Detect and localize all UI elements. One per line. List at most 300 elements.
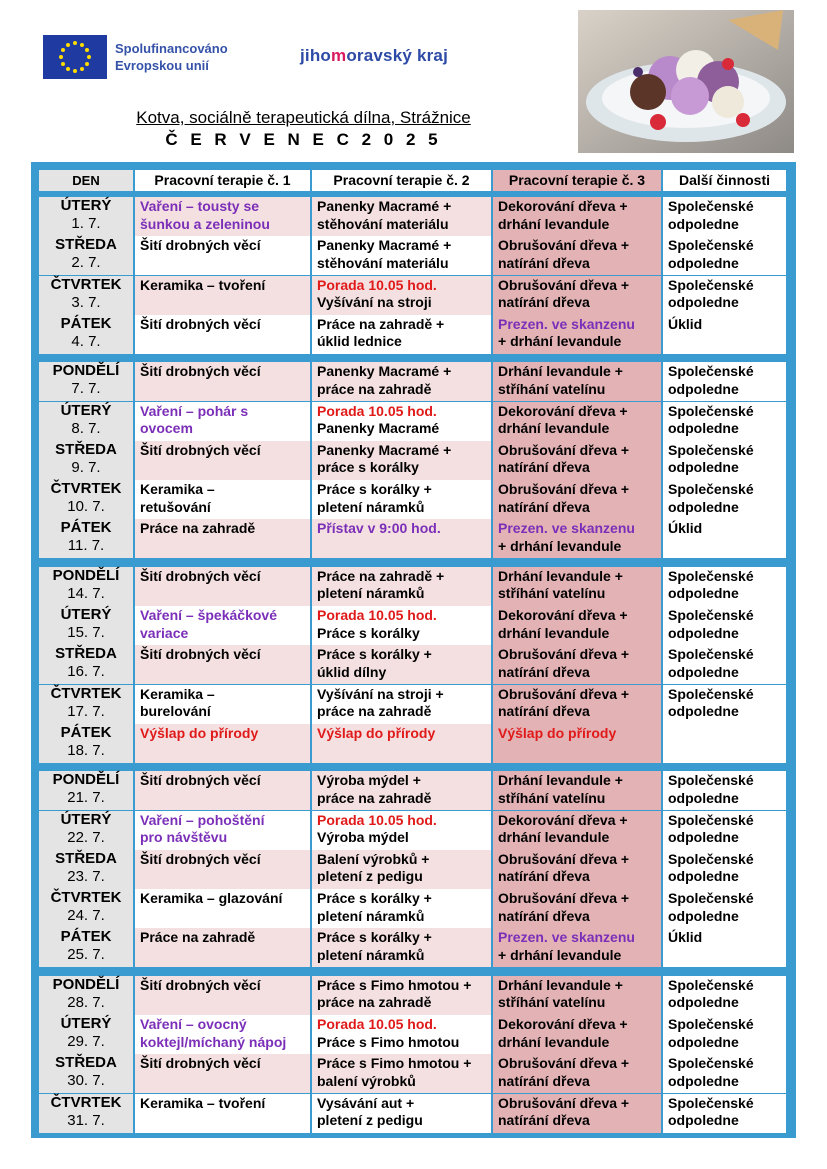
activity-line: pletení náramků (317, 946, 425, 963)
day-cell (39, 1054, 133, 1093)
activity-cell-therapy-1 (135, 567, 310, 606)
activity-line: Práce na zahradě (140, 520, 256, 537)
activity-line: Společenské (668, 402, 754, 419)
activity-line: Společenské (668, 607, 754, 623)
activity-line: drhání levandule (498, 829, 610, 845)
activity-line: Výroba mýdel (317, 829, 409, 845)
activity-cell-therapy-1 (135, 850, 310, 889)
activity-line: úklid lednice (317, 333, 402, 350)
activity-line: Práce na zahradě (140, 929, 256, 946)
activity-line: odpoledne (668, 663, 739, 680)
activity-line: natírání dřeva (498, 1072, 590, 1089)
eu-text-line-2: Evropskou unií (115, 58, 209, 73)
activity-cell-therapy-2 (312, 519, 491, 558)
activity-line: Keramika – (140, 685, 215, 702)
activity-line: Vysávání aut + (317, 1094, 415, 1111)
day-date: 18. 7. (67, 741, 105, 759)
activity-line: Šití drobných věcí (140, 646, 261, 663)
activity-cell-therapy-1 (135, 976, 310, 1015)
activity-line: Práce na zahradě + (317, 567, 445, 584)
day-date: 9. 7. (71, 458, 101, 476)
activity-cell-therapy-3 (493, 315, 661, 354)
activity-line: Společenské (668, 685, 754, 702)
day-name: PÁTEK (60, 723, 112, 741)
activity-line: Práce s Fimo hmotou + (317, 976, 472, 993)
activity-line: + drhání levandule (498, 946, 622, 963)
header-therapy-2: Pracovní terapie č. 2 (312, 170, 491, 191)
activity-line: Vaření – tousty se (140, 198, 260, 214)
activity-cell-therapy-3 (493, 889, 661, 928)
day-name: STŘEDA (55, 849, 117, 867)
header-therapy-1: Pracovní terapie č. 1 (135, 170, 310, 191)
activity-line: Přístav v 9:00 hod. (317, 520, 441, 537)
activity-line: odpoledne (668, 254, 739, 271)
activity-cell-therapy-3 (493, 1015, 661, 1054)
day-name: PONDĚLÍ (52, 362, 120, 380)
activity-cell-therapy-1 (135, 771, 310, 810)
activity-cell-therapy-2 (312, 976, 491, 1015)
header-den: DEN (39, 170, 133, 191)
activity-cell-therapy-3 (493, 724, 661, 763)
activity-line: Obrušování dřeva + (498, 276, 630, 293)
activity-cell-other (663, 362, 786, 401)
day-date: 4. 7. (71, 332, 101, 350)
activity-line: odpoledne (668, 294, 739, 311)
day-date: 31. 7. (67, 1111, 105, 1129)
activity-line: Společenské (668, 198, 754, 214)
activity-cell-therapy-1 (135, 362, 310, 401)
day-cell (39, 685, 133, 724)
activity-line: odpoledne (668, 459, 739, 476)
activity-line: Společenské (668, 646, 754, 663)
activity-cell-therapy-1 (135, 236, 310, 275)
activity-line: Šití drobných věcí (140, 441, 261, 458)
activity-line: koktejl/míchaný nápoj (140, 1033, 287, 1050)
day-cell (39, 519, 133, 558)
activity-line: Vyšívání na stroji (317, 294, 432, 311)
activity-line: drhání levandule (498, 215, 610, 232)
day-date: 24. 7. (67, 907, 105, 925)
day-name: ÚTERÝ (60, 401, 112, 419)
activity-line: Společenské (668, 441, 754, 458)
day-name: STŘEDA (55, 236, 117, 254)
activity-cell-therapy-3 (493, 362, 661, 401)
activity-line: pro návštěvu (140, 829, 228, 845)
activity-line: odpoledne (668, 1072, 739, 1089)
activity-line: Drhání levandule + (498, 363, 623, 380)
activity-cell-other (663, 197, 786, 236)
activity-line: Keramika – glazování (140, 890, 283, 907)
activity-cell-therapy-1 (135, 1094, 310, 1133)
activity-line: Obrušování dřeva + (498, 1094, 630, 1111)
activity-cell-therapy-2 (312, 724, 491, 763)
activity-cell-therapy-3 (493, 567, 661, 606)
activity-cell-therapy-1 (135, 889, 310, 928)
day-cell (39, 928, 133, 967)
eu-logo (43, 35, 228, 79)
activity-line: drhání levandule (498, 1033, 610, 1050)
jmk-logo (300, 46, 448, 66)
activity-line: práce na zahradě (317, 380, 432, 397)
activity-cell-therapy-2 (312, 362, 491, 401)
activity-line: stříhání vatelínu (498, 789, 606, 806)
activity-line: Úklid (668, 315, 703, 332)
activity-line: Obrušování dřeva + (498, 237, 630, 254)
activity-line: Šití drobných věcí (140, 315, 261, 332)
activity-line: Balení výrobků + (317, 850, 430, 867)
activity-line: Práce s korálky + (317, 890, 432, 907)
activity-cell-therapy-3 (493, 928, 661, 967)
activity-cell-therapy-1 (135, 928, 310, 967)
activity-line: práce na zahradě (317, 703, 432, 720)
activity-line: Společenské (668, 976, 754, 993)
activity-cell-therapy-3 (493, 1054, 661, 1093)
day-cell (39, 811, 133, 850)
activity-cell-other (663, 441, 786, 480)
day-cell (39, 889, 133, 928)
activity-cell-therapy-3 (493, 402, 661, 441)
activity-line: + drhání levandule (498, 333, 622, 350)
activity-line: drhání levandule (498, 420, 610, 436)
activity-line: natírání dřeva (498, 294, 590, 311)
day-cell (39, 567, 133, 606)
activity-line: stěhování materiálu (317, 254, 449, 271)
activity-line: odpoledne (668, 1112, 739, 1129)
day-name: PONDĚLÍ (52, 975, 120, 993)
activity-line: Porada 10.05 hod. (317, 1016, 437, 1032)
activity-cell-therapy-3 (493, 685, 661, 724)
day-name: PÁTEK (60, 314, 112, 332)
activity-line: odpoledne (668, 907, 739, 924)
activity-line: retušování (140, 498, 211, 515)
activity-cell-therapy-2 (312, 811, 491, 850)
activity-line: pletení náramků (317, 498, 425, 515)
activity-line: Společenské (668, 890, 754, 907)
activity-line: natírání dřeva (498, 663, 590, 680)
day-name: ČTVRTEK (50, 480, 122, 498)
activity-line: odpoledne (668, 868, 739, 885)
day-cell (39, 1015, 133, 1054)
day-cell (39, 236, 133, 275)
activity-cell-therapy-3 (493, 771, 661, 810)
day-name: ČTVRTEK (50, 275, 122, 293)
day-date: 15. 7. (67, 624, 105, 641)
activity-line: Dekorování dřeva + (498, 607, 628, 623)
jmk-logo-m: m (331, 46, 347, 65)
activity-cell-therapy-2 (312, 928, 491, 967)
activity-line: Výšlap do přírody (140, 724, 259, 741)
activity-line: úklid dílny (317, 663, 387, 680)
day-name: STŘEDA (55, 1054, 117, 1072)
activity-cell-therapy-2 (312, 480, 491, 519)
activity-line: Společenské (668, 850, 754, 867)
activity-line: Společenské (668, 363, 754, 380)
day-cell (39, 276, 133, 315)
activity-cell-therapy-3 (493, 519, 661, 558)
activity-cell-therapy-2 (312, 1054, 491, 1093)
activity-line: Prezen. ve skanzenu (498, 929, 635, 946)
activity-line: Společenské (668, 1055, 754, 1072)
activity-line: Společenské (668, 1016, 754, 1032)
activity-line: Panenky Macramé + (317, 237, 452, 254)
activity-cell-therapy-3 (493, 276, 661, 315)
activity-line: natírání dřeva (498, 459, 590, 476)
activity-cell-other (663, 1054, 786, 1093)
activity-line: stříhání vatelínu (498, 994, 606, 1011)
activity-cell-therapy-2 (312, 606, 491, 645)
day-date: 7. 7. (71, 380, 101, 398)
activity-line: Obrušování dřeva + (498, 850, 630, 867)
activity-line: variace (140, 624, 189, 641)
activity-line: Porada 10.05 hod. (317, 607, 437, 623)
header-therapy-3: Pracovní terapie č. 3 (493, 170, 661, 191)
activity-line: odpoledne (668, 703, 739, 720)
activity-cell-therapy-3 (493, 1094, 661, 1133)
month-title: Č E R V E N E C 2 0 2 5 (165, 130, 442, 149)
day-date: 2. 7. (71, 254, 101, 272)
activity-cell-therapy-2 (312, 889, 491, 928)
activity-cell-other (663, 850, 786, 889)
activity-cell-therapy-1 (135, 685, 310, 724)
activity-line: odpoledne (668, 380, 739, 397)
day-cell (39, 441, 133, 480)
activity-cell-therapy-2 (312, 771, 491, 810)
activity-line: Šití drobných věcí (140, 363, 261, 380)
day-date: 17. 7. (67, 702, 105, 720)
day-cell (39, 197, 133, 236)
activity-line: drhání levandule (498, 624, 610, 641)
activity-line: ovocem (140, 420, 193, 436)
activity-line: Dekorování dřeva + (498, 402, 628, 419)
activity-line: Šití drobných věcí (140, 772, 261, 789)
activity-line: Dekorování dřeva + (498, 198, 628, 214)
activity-line: Společenské (668, 237, 754, 254)
day-date: 8. 7. (71, 419, 101, 437)
activity-line: Porada 10.05 hod. (317, 811, 437, 828)
activity-cell-other (663, 724, 786, 763)
activity-line: práce na zahradě (317, 789, 432, 806)
activity-line: Panenky Macramé + (317, 363, 452, 380)
activity-cell-therapy-1 (135, 402, 310, 441)
activity-line: Úklid (668, 520, 703, 537)
activity-line: Vaření – pohár s (140, 402, 249, 419)
day-name: PONDĚLÍ (52, 566, 120, 584)
activity-line: Šití drobných věcí (140, 1055, 261, 1072)
activity-cell-other (663, 771, 786, 810)
activity-cell-therapy-1 (135, 724, 310, 763)
activity-cell-therapy-2 (312, 315, 491, 354)
day-name: ÚTERÝ (60, 606, 112, 623)
activity-cell-therapy-2 (312, 402, 491, 441)
activity-cell-therapy-3 (493, 480, 661, 519)
day-cell (39, 645, 133, 684)
activity-cell-therapy-2 (312, 236, 491, 275)
activity-line: Obrušování dřeva + (498, 685, 630, 702)
activity-line: odpoledne (668, 585, 739, 602)
activity-line: Panenky Macramé + (317, 441, 452, 458)
activity-cell-therapy-1 (135, 480, 310, 519)
activity-cell-therapy-1 (135, 315, 310, 354)
activity-line: odpoledne (668, 420, 739, 436)
activity-cell-other (663, 645, 786, 684)
jmk-logo-b: oravský kraj (346, 46, 448, 65)
activity-cell-other (663, 402, 786, 441)
day-date: 28. 7. (67, 993, 105, 1011)
day-name: STŘEDA (55, 645, 117, 663)
activity-line: stěhování materiálu (317, 215, 449, 232)
activity-line: natírání dřeva (498, 498, 590, 515)
day-cell (39, 976, 133, 1015)
activity-cell-other (663, 315, 786, 354)
day-name: ÚTERÝ (60, 197, 112, 214)
day-cell (39, 402, 133, 441)
activity-cell-therapy-2 (312, 1015, 491, 1054)
activity-line: Vaření – ovocný (140, 1016, 247, 1032)
activity-cell-other (663, 1094, 786, 1133)
activity-cell-therapy-1 (135, 519, 310, 558)
activity-line: práce s korálky (317, 459, 419, 476)
activity-line: Výšlap do přírody (498, 724, 617, 741)
activity-cell-therapy-1 (135, 811, 310, 850)
day-date: 30. 7. (67, 1072, 105, 1090)
activity-cell-other (663, 889, 786, 928)
activity-line: natírání dřeva (498, 254, 590, 271)
activity-line: Společenské (668, 276, 754, 293)
day-date: 23. 7. (67, 867, 105, 885)
day-date: 25. 7. (67, 946, 105, 964)
day-name: ČTVRTEK (50, 1093, 122, 1111)
page-title: Kotva, sociálně terapeutická dílna, Strážnice (136, 108, 471, 127)
activity-cell-therapy-3 (493, 645, 661, 684)
activity-line: Šití drobných věcí (140, 850, 261, 867)
day-date: 10. 7. (67, 498, 105, 516)
activity-line: Drhání levandule + (498, 567, 623, 584)
activity-cell-therapy-3 (493, 811, 661, 850)
day-date: 22. 7. (67, 828, 105, 846)
activity-line: natírání dřeva (498, 703, 590, 720)
activity-line: Drhání levandule + (498, 976, 623, 993)
activity-line: Obrušování dřeva + (498, 441, 630, 458)
activity-line: pletení z pedigu (317, 1112, 423, 1129)
activity-line: pletení náramků (317, 585, 425, 602)
activity-line: Panenky Macramé (317, 420, 440, 436)
day-name: ČTVRTEK (50, 684, 122, 702)
activity-line: Vaření – špekáčkové (140, 607, 277, 623)
activity-cell-therapy-3 (493, 606, 661, 645)
jmk-logo-a: jiho (300, 46, 332, 65)
activity-cell-therapy-3 (493, 197, 661, 236)
activity-line: Obrušování dřeva + (498, 481, 630, 498)
activity-line: Vaření – pohoštění (140, 811, 265, 828)
activity-line: Společenské (668, 567, 754, 584)
activity-cell-other (663, 567, 786, 606)
activity-line: Práce s korálky + (317, 929, 432, 946)
activity-line: natírání dřeva (498, 1112, 590, 1129)
activity-line: Práce s korálky + (317, 646, 432, 663)
activity-line: natírání dřeva (498, 907, 590, 924)
activity-line: Vyšívání na stroji + (317, 685, 444, 702)
activity-line: Práce s Fimo hmotou (317, 1033, 460, 1050)
day-cell (39, 315, 133, 354)
activity-line: Společenské (668, 481, 754, 498)
activity-cell-therapy-2 (312, 276, 491, 315)
activity-cell-other (663, 480, 786, 519)
activity-line: Výroba mýdel + (317, 772, 421, 789)
activity-line: stříhání vatelínu (498, 585, 606, 602)
ice-cream-photo (578, 10, 794, 153)
activity-cell-therapy-3 (493, 850, 661, 889)
activity-cell-other (663, 606, 786, 645)
activity-line: Práce s Fimo hmotou + (317, 1055, 472, 1072)
activity-cell-other (663, 1015, 786, 1054)
activity-cell-therapy-2 (312, 441, 491, 480)
activity-cell-therapy-1 (135, 197, 310, 236)
activity-line: Keramika – (140, 481, 215, 498)
activity-line: odpoledne (668, 789, 739, 806)
activity-line: Práce na zahradě + (317, 315, 445, 332)
activity-line: odpoledne (668, 498, 739, 515)
activity-line: Práce s korálky (317, 624, 420, 641)
day-date: 16. 7. (67, 663, 105, 681)
activity-cell-other (663, 685, 786, 724)
activity-cell-therapy-2 (312, 567, 491, 606)
day-date: 21. 7. (67, 789, 105, 807)
activity-line: Prezen. ve skanzenu (498, 520, 635, 537)
day-cell (39, 771, 133, 810)
day-cell (39, 480, 133, 519)
activity-cell-therapy-2 (312, 1094, 491, 1133)
activity-line: Šití drobných věcí (140, 567, 261, 584)
activity-line: Společenské (668, 772, 754, 789)
activity-cell-therapy-3 (493, 236, 661, 275)
eu-text (115, 40, 228, 74)
day-date: 29. 7. (67, 1033, 105, 1050)
activity-cell-therapy-2 (312, 197, 491, 236)
activity-line: Šití drobných věcí (140, 237, 261, 254)
day-cell (39, 362, 133, 401)
activity-cell-therapy-1 (135, 441, 310, 480)
eu-text-line-1: Spolufinancováno (115, 41, 228, 56)
activity-cell-therapy-1 (135, 645, 310, 684)
activity-line: Obrušování dřeva + (498, 646, 630, 663)
activity-cell-therapy-1 (135, 1015, 310, 1054)
activity-cell-therapy-2 (312, 850, 491, 889)
day-name: PÁTEK (60, 519, 112, 537)
activity-line: pletení z pedigu (317, 868, 423, 885)
activity-line: Dekorování dřeva + (498, 811, 628, 828)
day-cell (39, 850, 133, 889)
header-other: Další činnosti (663, 170, 786, 191)
activity-cell-other (663, 811, 786, 850)
activity-cell-therapy-1 (135, 276, 310, 315)
activity-line: Výšlap do přírody (317, 724, 436, 741)
activity-cell-therapy-1 (135, 1054, 310, 1093)
activity-line: odpoledne (668, 624, 739, 641)
activity-line: pletení náramků (317, 907, 425, 924)
day-date: 1. 7. (71, 215, 101, 232)
day-name: PÁTEK (60, 928, 112, 946)
activity-cell-other (663, 928, 786, 967)
activity-line: Porada 10.05 hod. (317, 402, 437, 419)
activity-line: balení výrobků (317, 1072, 416, 1089)
activity-line: stříhání vatelínu (498, 380, 606, 397)
activity-line: Porada 10.05 hod. (317, 276, 437, 293)
activity-line: Úklid (668, 929, 703, 946)
activity-cell-therapy-3 (493, 976, 661, 1015)
activity-cell-other (663, 519, 786, 558)
activity-line: Společenské (668, 1094, 754, 1111)
day-name: ÚTERÝ (60, 1015, 112, 1032)
